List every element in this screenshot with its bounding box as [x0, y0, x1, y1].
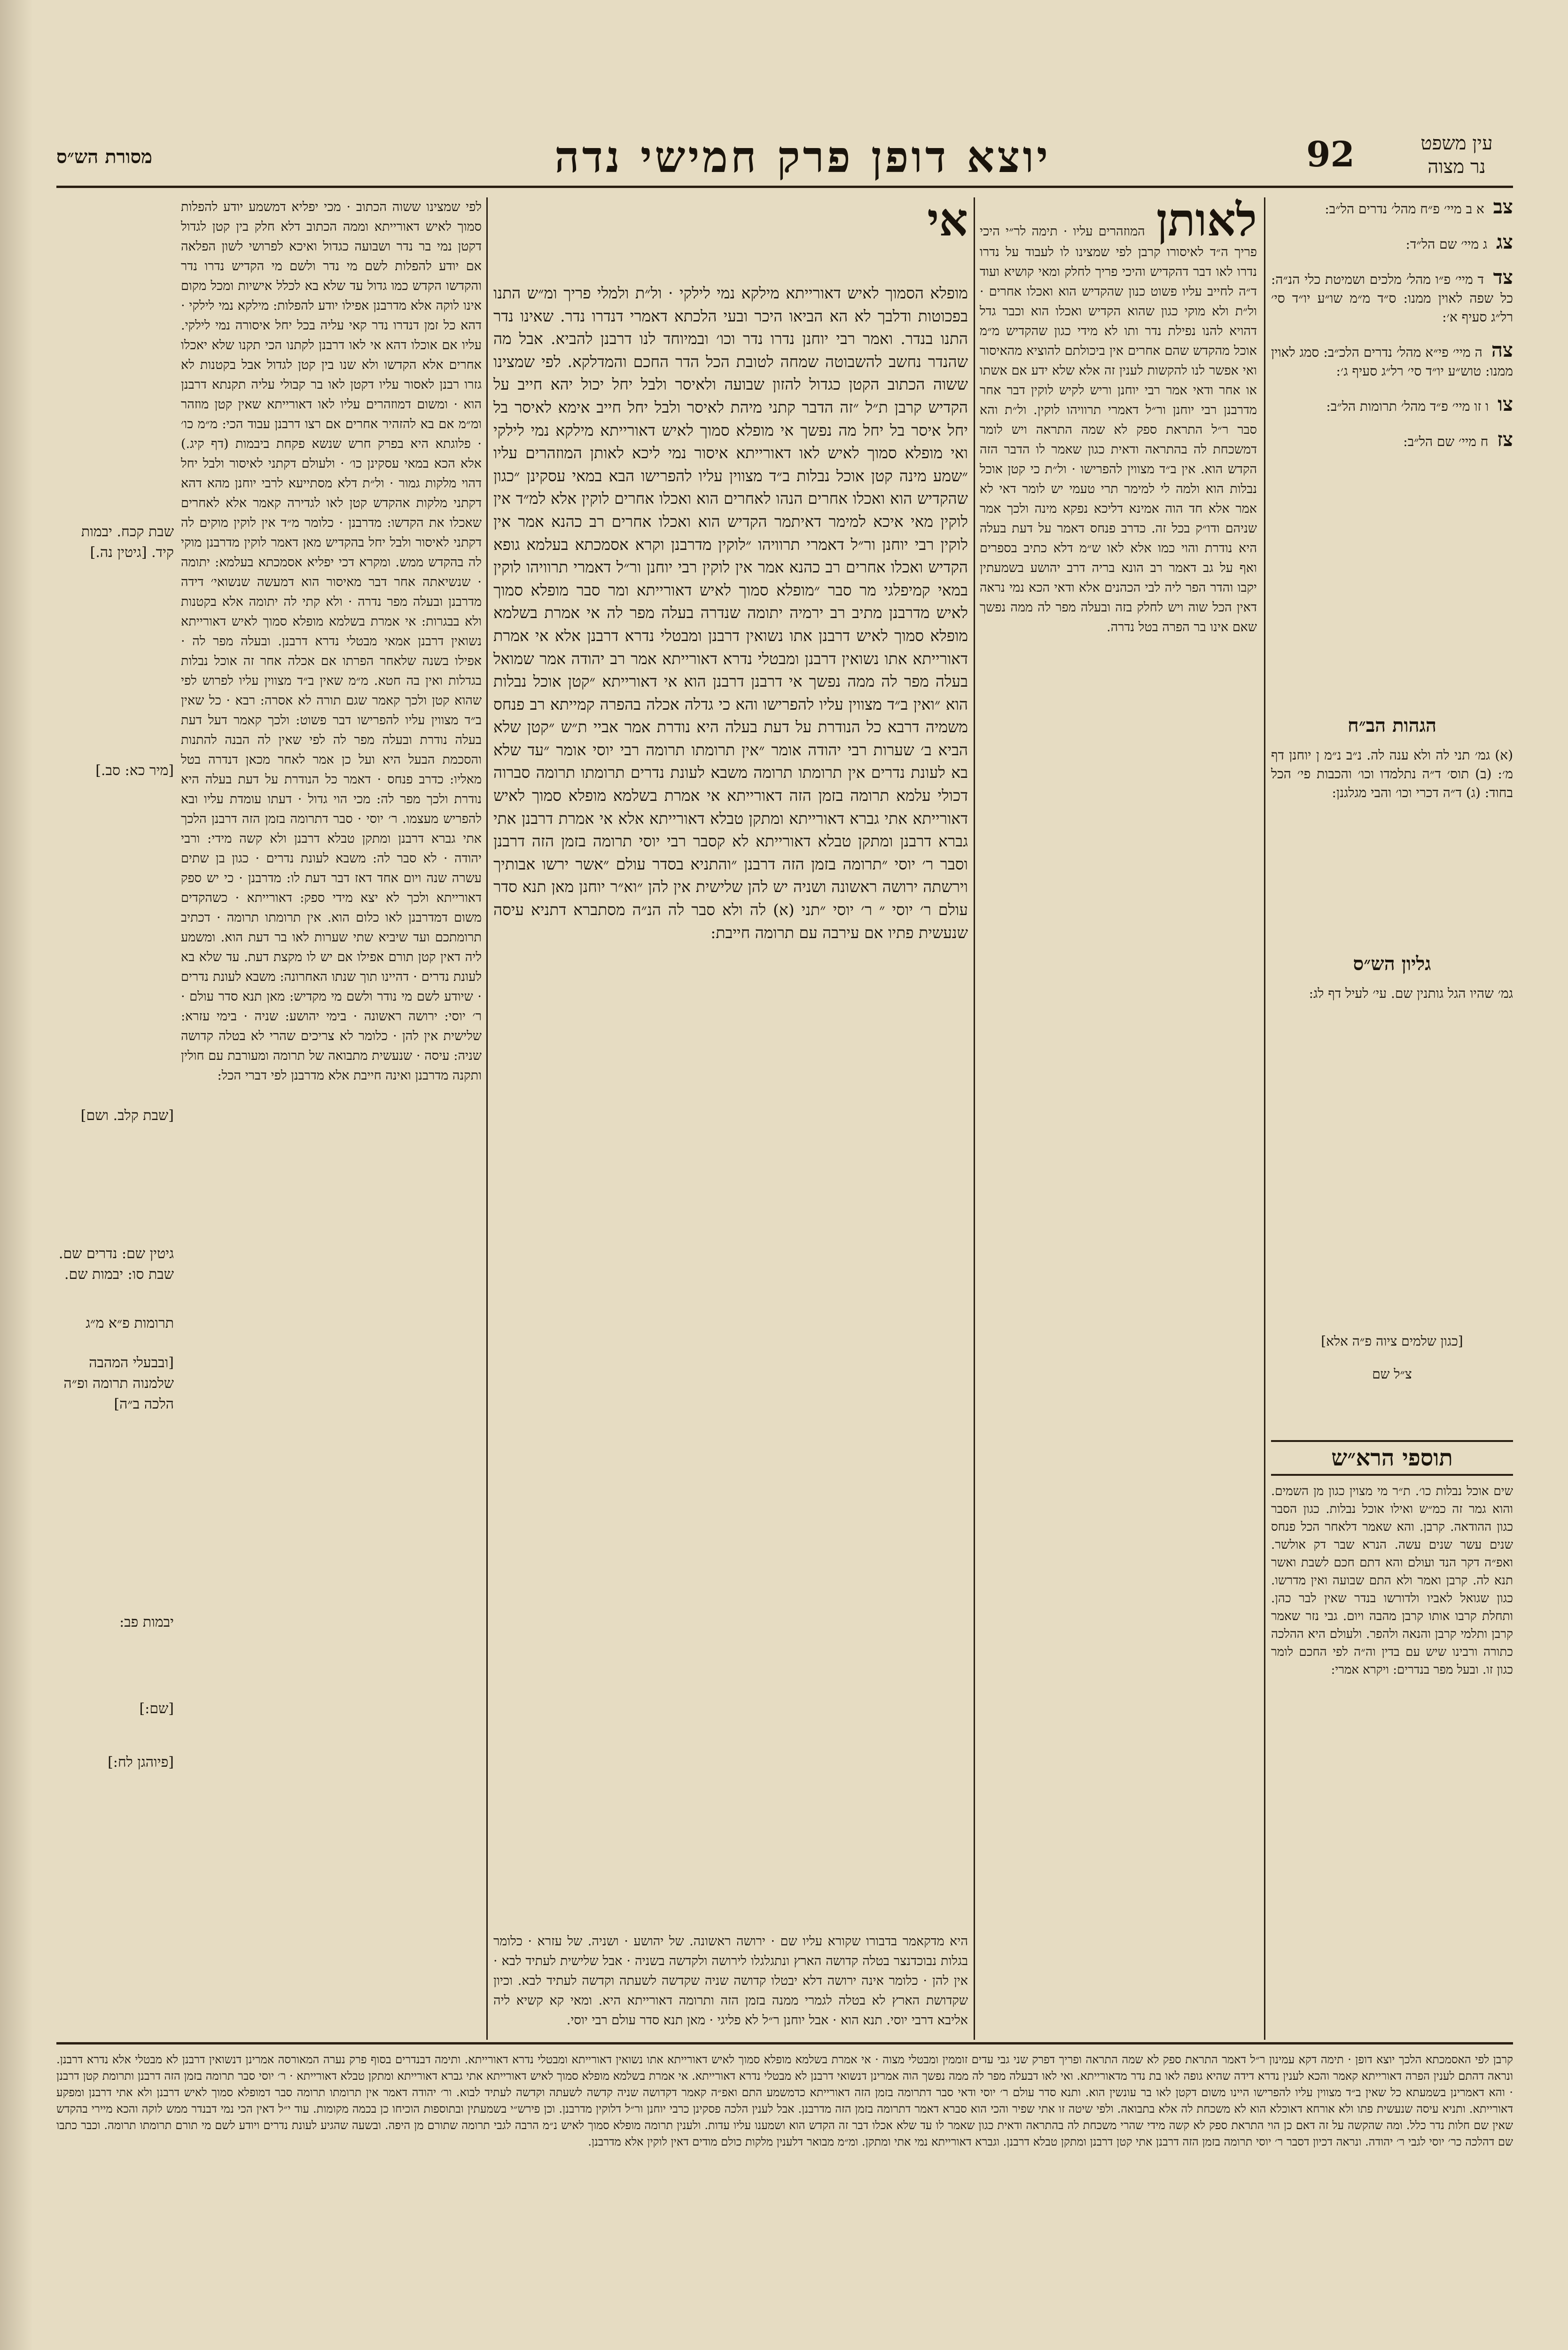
gemara-column — [493, 282, 968, 1927]
ein-mishpat-entry — [1271, 197, 1513, 219]
gilyon-hashas-text: גמ׳ שהיו הגל גותנין שם. עי׳ לעיל דף לג: — [1309, 986, 1513, 1001]
bottom-commentary — [56, 2052, 1513, 2350]
ein-mishpat-letter: צז — [1497, 428, 1513, 451]
margin-ref: תרומות פ״א מ״ג — [86, 1315, 174, 1332]
header-rule — [56, 186, 1513, 188]
page-edge-shadow — [0, 0, 33, 2350]
ein-mishpat-entry — [1271, 230, 1513, 254]
margin-ref: [ובבעלי המהבה שלמנוה תרומה ופ״ה הלכה ב״ה] — [63, 1355, 174, 1412]
rashi-opening-word: לאותן — [1156, 197, 1257, 246]
margin-ref: יבמות פב: — [119, 1614, 174, 1630]
tosafot-harosh-title: תוספי הרא״ש — [1271, 1440, 1513, 1476]
margin-ref: צ״ל שם — [1372, 1366, 1412, 1382]
tosafot-column: לפי שמצינו ששוה הכתוב · מכי יפליא דמשמע יודע להפלות סמוך לאיש דאורייתא וממה הכתוב דלא חלק בין קטן לגדול דקטן נמי בר נדר ושבועה כגדול ואיכא לפרושי לשון הפלאה אם יודע להפלות לשם מי נדר ולשם מי הקדיש נדרו נדר והקדשו הקדש כמו גדול עד שלא בא לכלל אישיות ומכל מקום אינו לוקה אלא מדרבנן אפילו יודע להפלות: מילקא נמי לילקי · דהא כל זמן דנדרו נדר קאי עליה בכל יחל איסורה נמי לילקי. עליו אם אוכלו דהא אי לאו דרבנן לקתנו הכי תקנו שלא יאכלו אחרים אלא הקדשו ולא שנו בין קטן לגדול אבל בקטנות לא גזרו רבנן לאסור עליו דקטן לאו בר קבולי עליה תקנתא דרבנן הוא · ומשום דמוזהרים עליו לאו דאורייתא שאין קטן מוזהר ומ״מ אם בא להזהיר אחרים אם רצו דרבנן עבוד הכי: מ״מ כו׳ · פלוגתא היא בפרק חרש שנשא פקחת ביבמות (דף קיג.) אלא הכא במאי עסקינן כו׳ · ולעולם דקתני לאיסור ולבל יחל דהוי מלקות גמור · ול״ת דלא מסתייעא לרבי יוחנן מהא דהא דקתני מלקות אהקדש קטן לאו לגדירה קאמר אלא לאחרים שאכלו את הקדשו: מדרבנן · כלומר מ״ד אין לוקין מוקים לה דקתני לאיסור ולבל יחל בהקדיש מאן דאמר לוקין מדרבנן מוקי לה בהקדש ממש. ומקרא דכי יפליא אסמכתא בעלמא: יתומה · שנשיאתה אחר דבר מאיסור הוא דמעשה שנשואי׳ דידה מדרבנן ובעלה מפר נדרה · ולא קתי לה יתומה אלא בקטנות ולא בבגרות: אי אמרת בשלמא מופלא סמוך לאיש דאורייתא נשואין דרבנן אמאי מבטלי נדרא דרבנן. ובעלה מפר לה · אפילו בשנה שלאחר הפרתו אם אכלה אחר זה אוכל נבלות בגדלות ואין בה חטא. מ״מ שאין ב״ד מצווין עליו לפרוש לפי שהוא קטן ולכך קאמר שגם תורה לא אסרה: רבא · כל שאין ב״ד מצווין עליו להפרישו דבר פשוט: ולכך קאמר דעל דעת בעלה נודרת ובעלה מפר לה לפי שאין לה הבנה להתנות והסכמת הבעל היא ועל כן אמר לאחר מכאן דנדרה בטל מאליו: כדרב פנחס · דאמר כל הנודרת על דעת בעלה היא נודרת ולכך מפר לה: מכי הוי גדול · דעתו עומדת עליו ובא להפריש מעצמו. ר׳ יוסי · סבר דתרומה בזמן הזה דרבנן הלכך אתי גברא דרבנן ומתקן טבלא דרבנן ולא קשה מידי: ורבי יהודה · לא סבר לה: משבא לעונת נדרים · כגון בן שתים עשרה שנה ויום אחד דאז דבר דעת לו: מדרבנן · כי יש ספק דאורייתא ולכך לא יצא מידי ספק: דאורייתא · כשהקדים משום דמדרבנן לאו כלום הוא. אין תרומתו תרומה · דכתיב תרומתכם ועד שיביא שתי שערות לאו בר דעת הוא. ומשמע ליה דאין קטן תורם אפילו אם יש לו מקצת דעת. עד שלא בא לעונת נדרים · דהיינו תוך שנתו האחרונה: משבא לעונת נדרים · שיודע לשם מי נודר ולשם מי מקדיש: מאן תנא סדר עולם · ר׳ יוסי: ירושה ראשונה · בימי יהושע: שניה · בימי עזרא: שלישית אין להן · כלומר לא צריכים שהרי לא בטלה קדושה שניה: עיסה · שנעשית מתבואה של תרומה ומעורבת עם חולין ותקנה מדרבנן ואינה חייבת אלא מדרבנן לפי דברי הכל: — [181, 200, 482, 1083]
bottom-commentary-text: קרבן לפי האסמכתא הלכך יוצא דופן · תימה דקא עמינון ר״ל דאמר התראת ספק לא שמה התראה ופריך דפרק שני גבי עדים זוממין ומבטלי מצוה · אי אמרת בשלמא מופלא סמוך לאיש דאורייתא אתו נשואין דאורייתא ומבטלי נדרא דאורייתא. ותימה דבנדרים בסוף פרק נערה המאורסה אמרינן דנשואין דרבנן לא מבטלי אלא נדרא דרבנן. ונראה דהתם לענין הפרה דאורייתא קאמר והכא לענין נדרא דידה שהיא גופה לאו בת נדר מדאורייתא. ואי לאו דבעלה מפר לה ממה נפשך הוה אמרינן דנשואי דרבנן לא מבטלי נדרא דאורייתא. אי אמרת בשלמא מופלא סמוך לאיש דאורייתא אתי גברא דאורייתא ומתקן טבלא דאורייתא · ר׳ יוסי סבר תרומה בזמן הזה דרבנן ותרומת קטן דרבנן · והא דאמרינן בשמעתא כל שאין ב״ד מצווין עליו להפרישו היינו משום דקטן לאו בר עונשין הוא. ותנא סדר עולם ר׳ יוסי ודאי סבר דתרומה בזמן הזה דאורייתא כדמשמע התם ואפ״ה קאמר דקדושה שניה קדשה לשעתה וקדשה לעתיד לבוא. ור׳ יהודה דאמר אין תרומתו תרומה סבר דמופלא סמוך לאיש דרבנן ולא אתי דרבנן ומפקע דאורייתא. ותניא עיסה שנעשית פתו ולא אורחא דאוכלא הוא לא משכחת לה אלא בתבואה. ולפי שיטה זו אתי שפיר והכי הוא סברא דאמר דתרומה בזמן הזה מדרבנן. אבל לענין הלכה פסקינן כרבי יוחנן ור״ל דלוקין מדרבנן. וכן פירש״י בשמעתין ובתוספות הוכיחו כן בכמה מקומות. עוד י״ל דאין הכי נמי דבנדר ממש לוקה והכא מיירי בהקדש שאין שם חלות נדר כלל. ומה שהקשה על זה דאם כן הוי התראת ספק לא קשה מידי שהרי משכחת לה בהתראה ודאית כגון שאמר לו עד שלא אכלו דבר זה הקדש הוא ושמענו עליו עדות. ולענין תרומה מופלא סמוך לאיש נ״מ הרבה לגבי תרומה שתורם מן היפה. ובשעה שהגיע לעונת נדרים ויודע לשם מי תורם תרומתו תרומה. וכבר כתבו שם דהלכה כר׳ יוסי לגבי ר׳ יהודה. ונראה דכיון דסבר ר׳ יוסי תרומה בזמן הזה דרבנן אתי קטן דרבנן ומתקן טבלא דרבנן. וגברא דאורייתא נמי אתי ומתקן. ומ״מ מבואר דלענין מלקות כולם מודים דאין לוקין אלא מדרבנן. — [56, 2053, 1513, 2148]
margin-ref: [מיר כא: סב.] — [95, 762, 174, 779]
right-margin-column — [1271, 197, 1513, 2040]
ein-mishpat-text: א ב מיי׳ פ״ח מהל׳ נדרים הל״ב: — [1325, 201, 1484, 217]
tosafot-harosh-text: שים אוכל נבלות כו׳. ת״ר מי מצוין כגון מן השמים. והוא גמר זה כמ״ש ואילו אוכל נבלות. כגון הסבר כגון ההודאה. קרבן. והא שאמר דלאחר הכל פנחס שנים עשר שנים עשה. הנרא שבר דק אולשר. ואפ״ה דקר הנד ועולם והא דתם חכם לשבת ואשר תנא לה. קרבן ואמר ולא התם שבועה ואין מדרשו. כגון שגואל לאביו ולדורשו בנדר שאין לבר כהן. ותחלת קרבו אותו קרבן מהבה ויום. גבי נזר שאמר קרבן ותלמי קרבן והנאה ולהפר. ולעולם היא ההלכה כתורה ורבינו שיש עם בדין וה״ה לפי החכם לומר כגון זו. ובעל מפר בנדרים: ויקרא אמרי: — [1271, 1484, 1513, 1677]
ein-mishpat-text: ו זו מיי׳ פ״ד מהל׳ תרומות הל״ב: — [1326, 399, 1489, 414]
gemara-top-band — [493, 197, 968, 277]
masoret-hashas-label: מסורת הש״ס — [56, 146, 152, 168]
ein-mishpat-text: ד מיי׳ פ״ו מהל׳ מלכים ושמיטת כלי הנ״ה: כל שפה לאוין ממנו: ס״ד מ״מ שו״ע יו״ד סי׳ רל״ג סעיף א׳: — [1271, 272, 1513, 325]
ein-mishpat-letter: צד — [1493, 266, 1513, 289]
column-divider — [486, 197, 488, 2040]
ein-mishpat-entry — [1271, 430, 1513, 451]
ein-mishpat-letter: צו — [1498, 392, 1513, 415]
ein-mishpat-text: ג מיי׳ שם הל״ד: — [1405, 236, 1488, 252]
margin-ref: [כגון שלמים ציוה פ״ה אלא] — [1321, 1333, 1463, 1349]
gemara-bottom-band: היא מדקאמר בדבורו שקורא עליו שם · ירושה ראשונה. של יהושע · ושניה. של עזרא · כלומר בגלות נבוכדנצר בטלה קדושה הארץ ונתגלגלו לירושה ולקדשה בשניה · אבל שלישית לעתיד לבא · אין להן · כלומר אינה ירושה דלא יבטלו קדושה שניה שקדשה לשעתה וקדשה לעתיד לבא. וכיון שקדושת הארץ לא בטלה לגמרי ממנה בזמן הזה ותרומה דאורייתא היא. ומאי קא קשיא ליה אליבא דרבי יוסי. תנא הוא · אבל יוחנן ר״ל לא פליגי · מאן תנא סדר עולם רבי יוסי. — [493, 1934, 968, 2028]
page-header — [56, 132, 1513, 183]
margin-ref: גיטין שם: נדרים שם. שבת סו: יבמות שם. — [58, 1246, 174, 1283]
margin-references-column — [56, 197, 174, 2040]
page-number: 92 — [1306, 134, 1355, 175]
margin-ref: שבת קכח. יבמות קיד. [גיטין נה.] — [81, 524, 174, 561]
page-title: יוצא דופן פרק חמישי נדה — [554, 132, 1051, 182]
ein-mishpat-label — [1400, 132, 1513, 179]
margin-ref: [פיוהגן לח:] — [108, 1754, 174, 1770]
column-divider — [1264, 197, 1265, 2040]
hagahot-habach-title: הגהות הב״ח — [1348, 714, 1436, 736]
ein-mishpat-letter: צג — [1496, 230, 1513, 253]
ein-mishpat-line-2: נר מצוה — [1428, 156, 1486, 178]
ein-mishpat-entry — [1271, 268, 1513, 327]
margin-ref: [שבת קלב. ושם] — [80, 1107, 174, 1124]
ein-mishpat-line-1: עין משפט — [1420, 133, 1493, 154]
rashi-text: המוזהרים עליו · תימה לר״י היכי פריך ה״ד לאיסורו קרבן לפי שמצינו לו לעבוד על נדרו נדרו לאו דבר דהקדיש והיכי פריך לחלק ומאי קושיא ועוד ד״ה לחייב עליו פשוט כנון שהקדיש הוא ואכלו אחרים · ול״ת ולא מוקי כגון שהוא הקדיש ואכלו הוא וכבר גדל דהויא להנו נפילת נדר ותו לא מידי כגון שהקדיש מ״מ אוכל מהקדש שהם אחרים אין ביכולתם להוציא מהאיסור ואי אפשר לנו להקשות לענין זה אלא שלא ידע אם אשתו או אחר ודאי אמר רבי יוחנן וריש לקיש לוקין דבר אחר מדרבנן רבי יוחנן ור״ל דאמרי תרוויהו לוקין. ול״ת והא סבר ר״ל התראת ספק לא שמה התראה ויש לומר דמשכחת לה בהתראה ודאית כגון שאמר לו הדבר הזה הקדש הוא. אין ב״ד מצווין להפרישו · ול״ת כי קטן אוכל נבלות הוא ולמה לי למימר תרי טעמי יש לומר דאי לא אמר אלא חד הוה אמינא דליכא נפקא מינה ולכך אמר שניהם ודו״ק בכל זה. כדרב פנחס דאמר על דעת בעלה היא נודרת והוי כמו אלא לאו ש״מ דלא כתיב בספרים ואף על גב דאמר רב הונא בריה דרב יהושע בשמעתין יקבו והדר הפר ליה לבי הכהנים אלא ודאי הכא נמי נראה דאין הכל שוה ויש לחלק בזה ובעלה מפר לה ממה נפשך שאם אינו בר הפרה בטל נדרה. — [980, 224, 1257, 634]
ein-mishpat-entry — [1271, 392, 1513, 416]
ein-mishpat-entry — [1271, 338, 1513, 381]
gemara-text: מופלא הסמוך לאיש דאורייתא מילקא נמי לילקי · ול״ת ולמלי פריך ומ״ש התנו בפכוטות ודלבך לא הא הביאו היכר ובעי הלכתא דאמרי דנדרו נדר. שאינו נדר התנו בנדר. ואמר רבי יוחנן נדרו נדר וכו׳ ובמיוחד לנו דרבנן להביא. אבל מה שהנדר נחשב להשבוטה שמחה לטובת הכל הדר החכם והמדלקא. לפי שמצינו ששוה הכתוב הקטן כגדול להזון שבועה ולאיסר ולבל יחל יכול יהא חייב על הקדיש קרבן ת״ל ״זה הדבר קתני מיהת לאיסר ולבל יחל חייב אימא לאיסר בל יחל איסר בל יחל מה נפשך אי מופלא סמוך לאיש דאורייתא מילקא נמי לילקי ואי מופלא סמוך לאיש לאו דאורייתא איסור נמי ליכא לאותן המוזהרים עליו ״שמע מינה קטן אוכל נבלות ב״ד מצווין עליו להפרישו הבא במאי עסקינן ״כגון שהקדיש הוא ואכלו אחרים הנהו לאחרים הוא ואכלו אחרים לוקין אלא למ״ד אין לוקין מאי איכא למימר דאיתמר הקדיש הוא ואכלו אחרים רב כהנא אמר אין לוקין רבי יוחנן ור״ל דאמרי תרוויהו ״לוקין מדרבנן וקרא אסמכתא בעלמא גופא הקדיש ואכלו אחרים רב כהנא אמר אין לוקין רבי יוחנן ור״ל דאמרי תרוויהו לוקין במאי קמיפלגי מר סבר ״מופלא סמוך לאיש דאורייתא ומר סבר מופלא סמוך לאיש מדרבנן מתיב רב ירמיה יתומה שנדרה בעלה מפר לה אי אמרת בשלמא מופלא סמוך לאיש דרבנן אתו נשואין דרבנן ומבטלי נדרא דרבנן אלא אי אמרת דאורייתא אתו נשואין דרבנן ומבטלי נדרא דאורייתא אמר רב יהודה אמר שמואל בעלה מפר לה ממה נפשך אי דרבנן דרבנן הוא אי דאורייתא ״קטן אוכל נבלות הוא ״ואין ב״ד מצווין עליו להפרישו והא כי גדלה אכלה בהפרה קמייתא רב פנחס משמיה דרבא כל הנודרת על דעת בעלה היא נודרת אמר אביי ת״ש ״קטן שלא הביא ב׳ שערות רבי יהודה אומר ״אין תרומתו תרומה רבי יוסי אומר ״עד שלא בא לעונת נדרים אין תרומתו תרומה משבא לעונת נדרים תרומתו תרומה סברוה דכולי עלמא תרומה בזמן הזה דאורייתא אי אמרת בשלמא מופלא סמוך לאיש דאורייתא אתי גברא דאורייתא ומתקן טבלא דאורייתא אלא אי אמרת דרבנן אתי גברא דרבנן ומתקן טבלא דאורייתא לא קסבר רבי יוסי תרומה בזמן הזה דרבנן וסבר ר׳ יוסי ״תרומה בזמן הזה דרבנן ״והתניא בסדר עולם ״אשר ירשו אבותיך וירשתה ירושה ראשונה ושניה יש להן שלישית אין להן ״וא״ר יוחנן מאן תנא סדר עולם ר׳ יוסי ״ ר׳ יוסי ״תני (א) לה ולא סבר לה הנ״ה מסתברא דתניא עיסה שנעשית פתיו אם עירבה עם תרומה חייבת: — [493, 284, 968, 942]
ein-mishpat-text: ח מיי׳ שם הל״ב: — [1403, 434, 1489, 449]
hagahot-habach-text: (א) גמ׳ תני לה ולא ענה לה. נ״ב נ״מ ן יוחנן דף מ׳: (ב) תוס׳ ד״ה נתלמדו וכו׳ והכבות פי׳ הכל בחוד: (ג) ד״ה דכרי וכו׳ והבי מגלגנן: — [1271, 747, 1513, 800]
column-divider — [974, 197, 975, 2040]
ein-mishpat-letter: צב — [1493, 197, 1513, 218]
gemara-opening-word: אי — [927, 197, 968, 246]
footer-rule — [56, 2042, 1513, 2044]
rashi-column — [980, 197, 1257, 2040]
gilyon-hashas-title: גליון הש״ס — [1353, 953, 1431, 975]
ein-mishpat-letter: צה — [1491, 338, 1513, 361]
ein-mishpat-text: ה מיי׳ פי״א מהל׳ נדרים הלכ״ב: סמג לאוין ממנו: טוש״ע יו״ד סי׳ רל״ג סעיף ג׳: — [1271, 345, 1513, 379]
margin-ref: [שם:] — [139, 1700, 174, 1717]
